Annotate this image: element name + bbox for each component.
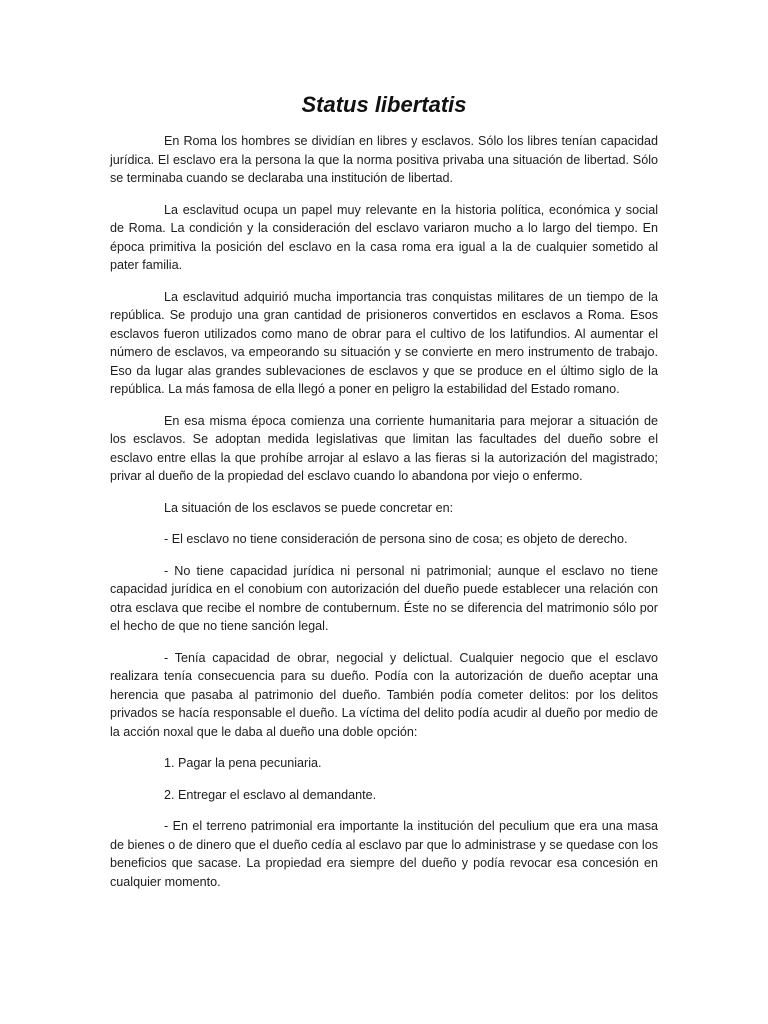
- paragraph: La esclavitud ocupa un papel muy relevante en la historia política, económica y social de Roma. La condición y la consideración del esclavo variaron mucho a lo largo del tiempo. En época primitiva la posición del esclavo en la casa roma era igual a la de cualquier sometido al pater familia.: [110, 202, 658, 272]
- numbered-item: 2. Entregar el esclavo al demandante.: [164, 787, 377, 802]
- paragraph: La esclavitud adquirió mucha importancia tras conquistas militares de un tiempo de la república. Se produjo una gran cantidad de prisioneros convertidos en esclavos a Roma. Esos esclavos fueron utilizados como mano de obrar para el cultivo de los latifundios. Al aumentar el número de esclavos, va empeorando su situación y se convierte en mero instrumento de trabajo. Eso da lugar alas grandes sublevaciones de esclavos y que se produce en el último siglo de la república. La más famosa de ella llegó a poner en peligro la estabilidad del Estado romano.: [110, 289, 658, 396]
- list-item: - No tiene capacidad jurídica ni personal ni patrimonial; aunque el esclavo no tiene capacidad jurídica en el conobium con autorización del dueño puede establecer una relación con otra esclava que recibe el nombre de contubernum. Éste no se diferencia del matrimonio sólo por el hecho de que no tiene sanción legal.: [110, 563, 658, 633]
- list-item: - En el terreno patrimonial era importante la institución del peculium que era una masa de bienes o de dinero que el dueño cedía al esclavo par que lo administrase y se quedase con los beneficios que sacase. La propiedad era siempre del dueño y podía revocar esa concesión en cualquier momento.: [110, 819, 658, 889]
- paragraph: En Roma los hombres se dividían en libres y esclavos. Sólo los libres tenían capacidad jurídica. El esclavo era la persona la que la norma positiva privaba una situación de libertad. Sólo se terminaba cuando se declaraba una institución de libertad.: [110, 134, 658, 185]
- list-item: - Tenía capacidad de obrar, negocial y delictual. Cualquier negocio que el esclavo realizara tenía consecuencia para su dueño. Podía con la autorización de dueño aceptar una herencia que pasaba al patrimonio del dueño. También podía cometer delitos: por los delitos privados se hacía responsable el dueño. La víctima del delito podía acudir al dueño por medio de la acción noxal que le daba al dueño una doble opción:: [110, 650, 658, 739]
- paragraph: En esa misma época comienza una corriente humanitaria para mejorar a situación de los esclavos. Se adoptan medida legislativas que limitan las facultades del dueño sobre el esclavo entre ellas la que prohíbe arrojar al eslavo a las fieras si la autorización del magistrado; privar al dueño de la propiedad del esclavo cuando lo abandona por viejo o enfermo.: [110, 413, 658, 483]
- page-title: Status libertatis: [301, 92, 467, 117]
- document-body: [110, 132, 658, 904]
- list-item: - El esclavo no tiene consideración de persona sino de cosa; es objeto de derecho.: [164, 532, 628, 546]
- list-intro: La situación de los esclavos se puede concretar en:: [164, 500, 454, 515]
- numbered-item: 1. Pagar la pena pecuniaria.: [164, 756, 322, 770]
